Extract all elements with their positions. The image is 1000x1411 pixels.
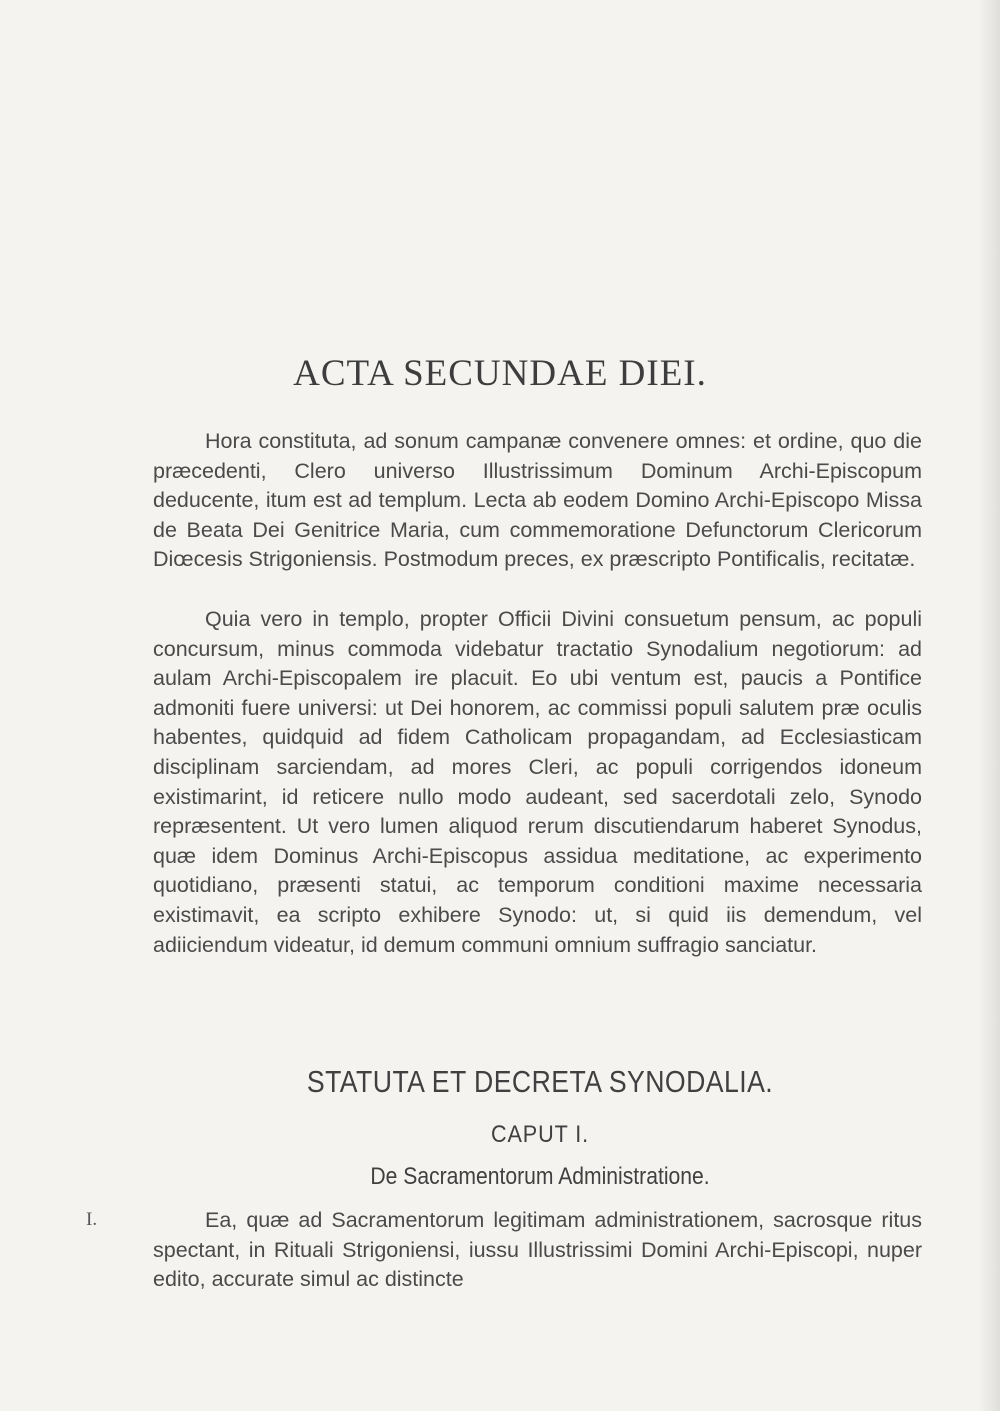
paragraph-text: Quia vero in templo, propter Officii Divini consuetum pensum, ac populi concursum, minus commoda videbatur tractatio Synodalium negotiorum: ad aulam Archi-Episcopalem ire placuit. Eo ubi ventum est, paucis a Pontifice admoniti fuere universi: ut Dei honorem, ac commissi populi salutem præ oculis habentes, quidquid ad fidem Catholicam propagandam, ad Ecclesiasticam disciplinam sarciendam, ad mores Cleri, ac populi corrigendos idoneum existimarint, id reticere nullo modo audeant, sed sacerdotali zelo, Synodo repræsentent. Ut vero lumen aliquod rerum discutiendarum haberet Synodus, quæ idem Dominus Archi-Episcopus assidua meditatione, ac experimento quotidiano, præsenti statui, ac temporum conditioni maxime necessaria existimavit, ea scripto exhibere Synodo: ut, si quid iis demendum, vel adiiciendum videatur, id demum communi omnium suffragio sanciatur. <box>153 607 922 957</box>
chapter-title: CAPUT I. <box>490 1121 590 1148</box>
margin-number: I. <box>86 1209 98 1230</box>
paragraph-1 <box>153 427 922 575</box>
paragraph-2 <box>153 605 922 960</box>
chapter-paragraph <box>153 1206 922 1295</box>
main-title: ACTA SECUNDAE DIEI. <box>293 353 707 394</box>
paragraph-text: Hora constituta, ad sonum campanæ convenere omnes: et ordine, quo die præcedenti, Clero universo Illustrissimum Dominum Archi-Episcopum deducente, itum est ad templum. Lecta ab eodem Domino Archi-Episcopo Missa de Beata Dei Genitrice Maria, cum commemoratione Defunctorum Clericorum Diœcesis Strigoniensis. Postmodum preces, ex præscripto Pontificalis, recitatæ. <box>153 429 922 572</box>
section-title: STATUTA ET DECRETA SYNODALIA. <box>306 1064 774 1099</box>
paragraph-text: Ea, quæ ad Sacramentorum legitimam administrationem, sacrosque ritus spectant, in Rituali Strigoniensi, iussu Illustrissimi Domini Archi-Episcopi, nuper edito, accurate simul ac distincte <box>153 1208 922 1292</box>
page-edge-shadow <box>978 0 1000 1411</box>
chapter-subtitle: De Sacramentorum Administratione. <box>370 1163 710 1190</box>
